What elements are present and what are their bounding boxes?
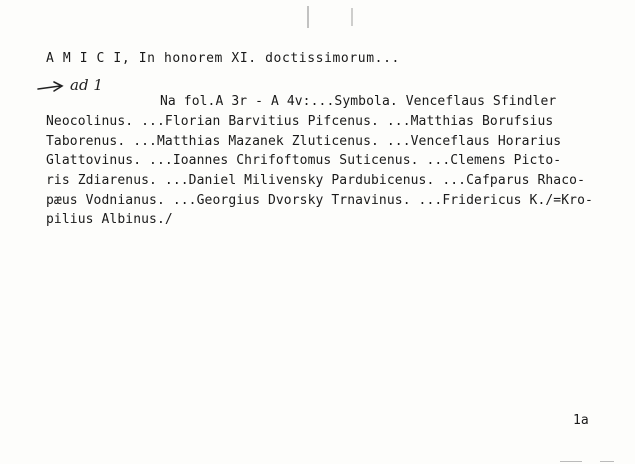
handwritten-annotation: ad 1	[70, 76, 103, 94]
card-text-line: Taborenus. ...Matthias Mazanek Zluticenus. ...Venceflaus Horarius	[46, 134, 562, 149]
card-text-line: pæus Vodnianus. ...Georgius Dvorsky Trnavinus. ...Fridericus K./=Kro-	[46, 193, 593, 208]
card-text-line: Neocolinus. ...Florian Barvitius Pifcenus. ...Matthias Borufsius	[46, 114, 554, 129]
handwritten-arrow-icon	[36, 80, 66, 96]
page-number: 1a	[573, 413, 589, 428]
card-text-line: ris Zdiarenus. ...Daniel Milivensky Pardubicenus. ...Cafparus Rhaco-	[46, 173, 586, 188]
card-text-line: pilius Albinus./	[46, 212, 173, 227]
top-scan-mark	[307, 6, 309, 28]
card-text-line: Na fol.A 3r - A 4v:...Symbola. Venceflaus Sfindler	[160, 94, 557, 109]
scan-edge	[560, 461, 582, 462]
card-heading: A M I C I, In honorem XI. doctissimorum...	[46, 51, 400, 66]
top-scan-mark	[351, 8, 353, 26]
scan-edge	[600, 461, 614, 462]
card-text-line: Glattovinus. ...Ioannes Chrifoftomus Suticenus. ...Clemens Picto-	[46, 153, 562, 168]
